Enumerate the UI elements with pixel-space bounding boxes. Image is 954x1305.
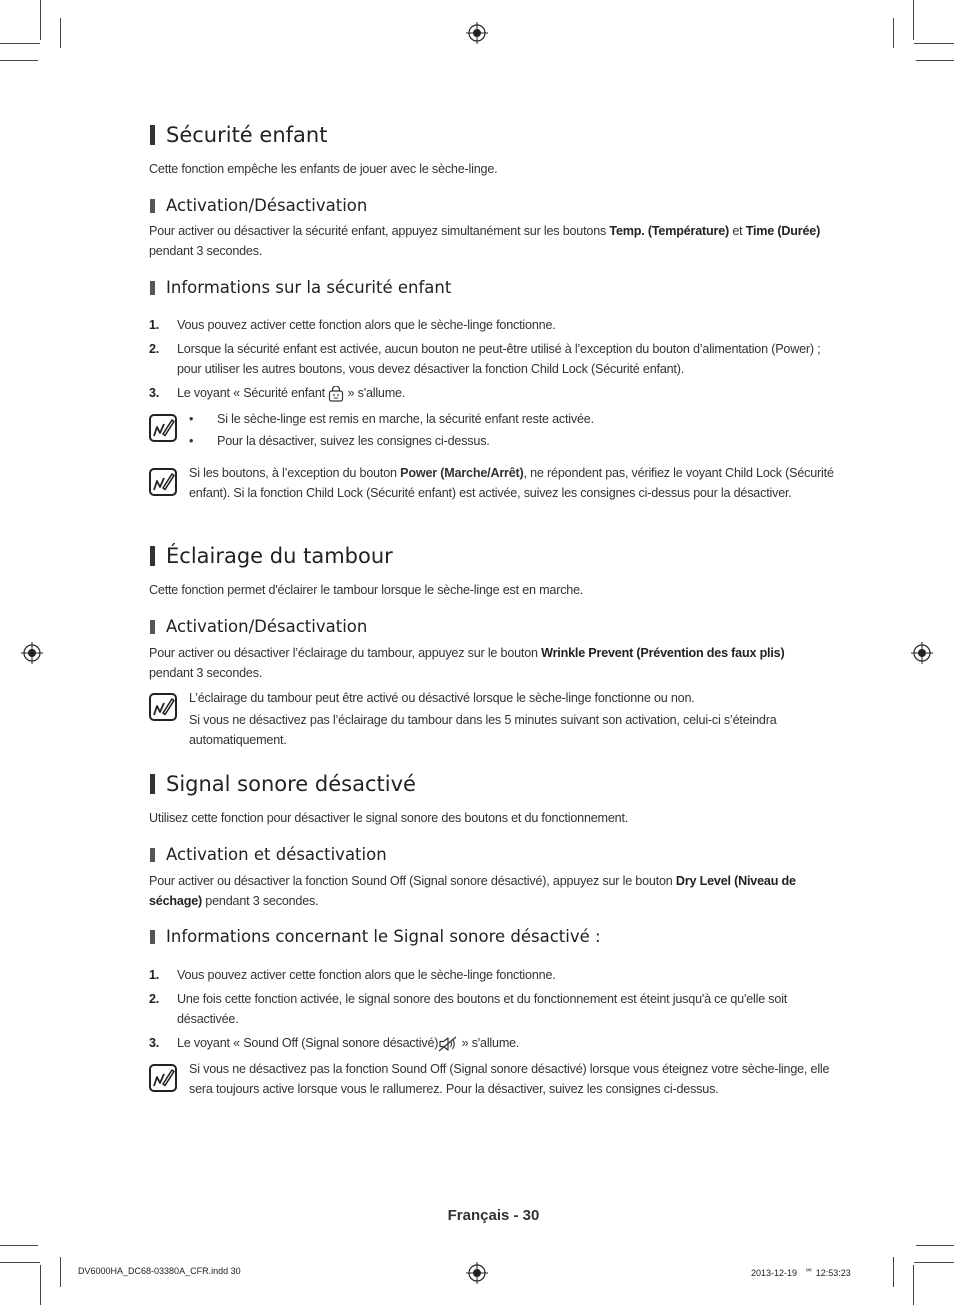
drum-light-intro: Cette fonction permet d'éclairer le tambour lorsque le sèche-linge est en marche. — [149, 583, 584, 597]
list-text — [177, 384, 843, 404]
button-name-dry-level: Dry Level (Niveau de séchage) — [149, 874, 796, 908]
subsection-title-drum-light-activation — [150, 617, 367, 636]
bullet-text: Si le sèche-linge est remis en marche, la sécurité enfant reste activée. — [217, 412, 594, 426]
bullet: • — [189, 412, 194, 426]
heading-bar — [150, 848, 155, 862]
list-number: 1. — [149, 318, 160, 332]
child-lock-activation-text — [149, 222, 843, 261]
sound-off-intro: Utilisez cette fonction pour désactiver le signal sonore des boutons et du fonctionnement. — [149, 811, 629, 825]
note-text: Si vous ne désactivez pas la fonction Sound Off (Signal sonore désactivé) lorsque vous éteignez votre sèche-linge, elle sera toujours active lorsque vous le rallumerez. Pour la désactiver, suivez les consignes ci-dessus. — [189, 1062, 830, 1096]
list-text — [177, 1034, 843, 1054]
note-pencil-icon — [149, 414, 177, 442]
heading-text: Éclairage du tambour — [166, 544, 393, 568]
heading-bar — [150, 546, 155, 566]
note-pencil-icon — [149, 468, 177, 496]
text: pendant 3 secondes. — [149, 243, 263, 258]
child-lock-icon — [328, 386, 344, 402]
heading-text: Informations concernant le Signal sonore désactivé : — [166, 927, 601, 946]
text: et — [729, 224, 746, 238]
button-name-time: Time (Durée) — [745, 224, 821, 238]
heading-text: Activation/Désactivation — [166, 196, 368, 215]
date-text: 2013-12-19 — [751, 1268, 805, 1278]
date-glyph: ᄋᄒ — [804, 1268, 814, 1278]
list-text: Vous pouvez activer cette fonction alors que le sèche-linge fonctionne. — [177, 968, 556, 982]
text: Pour activer ou désactiver la fonction Sound Off (Signal sonore désactivé), appuyez sur le bouton — [149, 874, 676, 888]
heading-bar — [150, 281, 155, 295]
heading-bar — [150, 774, 155, 794]
text: Pour activer ou désactiver la sécurité enfant, appuyez simultanément sur les boutons — [149, 224, 610, 238]
subsection-title-sound-off-info — [150, 927, 601, 946]
bullet-text: Pour la désactiver, suivez les consignes ci-dessus. — [217, 434, 490, 448]
note-text: Si vous ne désactivez pas l’éclairage du tambour dans les 5 minutes suivant son activation, celui-ci s’éteindra automatiquement. — [189, 713, 777, 747]
subsection-title-child-lock-activation — [150, 196, 367, 215]
heading-text: Activation et désactivation — [166, 845, 387, 864]
note-pencil-icon — [149, 693, 177, 721]
section-title-drum-light — [150, 544, 393, 568]
heading-bar — [150, 199, 155, 213]
heading-text: Activation/Désactivation — [166, 617, 368, 636]
speaker-muted-icon — [438, 1036, 458, 1052]
list-number: 2. — [149, 342, 160, 356]
list-text: Vous pouvez activer cette fonction alors que le sèche-linge fonctionne. — [177, 318, 556, 332]
page-number: Français - 30 — [447, 1207, 540, 1224]
text: Si les boutons, à l’exception du bouton — [189, 466, 401, 480]
list-text: Lorsque la sécurité enfant est activée, aucun bouton ne peut-être utilisé à l’exception du bouton d’alimentation (Power) ; pour utiliser les autres boutons, vous devez désactiver la fonction Child Lock (Sécurité enfant). — [177, 342, 821, 376]
text: pendant 3 secondes. — [202, 893, 319, 908]
section-title-sound-off — [150, 772, 416, 796]
note-pencil-icon — [149, 1064, 177, 1092]
text: Pour activer ou désactiver l’éclairage du tambour, appuyez sur le bouton — [149, 646, 542, 660]
heading-text: Informations sur la sécurité enfant — [166, 278, 452, 297]
text: pendant 3 secondes. — [149, 665, 263, 680]
subsection-title-sound-off-activation — [150, 845, 387, 864]
note-text: L’éclairage du tambour peut être activé ou désactivé lorsque le sèche-linge fonctionne ou non. — [189, 691, 695, 705]
note-text — [189, 464, 843, 503]
registration-mark-icon — [466, 22, 488, 44]
heading-bar — [150, 125, 155, 145]
registration-mark-icon — [466, 1262, 488, 1284]
list-number: 1. — [149, 968, 160, 982]
bullet: • — [189, 434, 194, 448]
button-name-power: Power (Marche/Arrêt) — [400, 466, 524, 480]
date-slug — [751, 1266, 851, 1279]
drum-light-activation-text — [149, 644, 843, 683]
button-name-temp: Temp. (Température) — [609, 224, 730, 238]
time-text: 12:53:23 — [813, 1268, 851, 1278]
text: Le voyant « Sécurité enfant — [177, 386, 329, 400]
text: , ne répondent pas, vérifiez le voyant Child Lock (Sécurité enfant). Si la fonction Child Lock (Sécurité enfant) est activée, suivez les consignes ci-dessus pour la désactiver. — [189, 466, 834, 500]
text: » s'allume. — [344, 386, 406, 400]
list-text: Une fois cette fonction activée, le signal sonore des boutons et du fonctionnement est éteint jusqu'à ce qu'elle soit désactivée. — [177, 992, 788, 1026]
list-number: 2. — [149, 992, 160, 1006]
registration-mark-icon — [911, 642, 933, 664]
heading-text: Signal sonore désactivé — [166, 772, 416, 796]
section-title-child-lock — [150, 123, 327, 147]
registration-mark-icon — [21, 642, 43, 664]
list-number: 3. — [149, 1036, 160, 1050]
text: Le voyant « Sound Off (Signal sonore désactivé) — [177, 1036, 439, 1050]
heading-bar — [150, 930, 155, 944]
text: » s'allume. — [458, 1036, 520, 1050]
subsection-title-child-lock-info — [150, 278, 451, 297]
heading-text: Sécurité enfant — [166, 123, 328, 147]
list-number: 3. — [149, 386, 160, 400]
child-lock-intro: Cette fonction empêche les enfants de jouer avec le sèche-linge. — [149, 162, 498, 176]
sound-off-activation-text — [149, 872, 843, 911]
button-name-wrinkle-prevent: Wrinkle Prevent (Prévention des faux plis) — [541, 646, 785, 660]
file-slug: DV6000HA_DC68-03380A_CFR.indd 30 — [78, 1266, 241, 1276]
heading-bar — [150, 620, 155, 634]
